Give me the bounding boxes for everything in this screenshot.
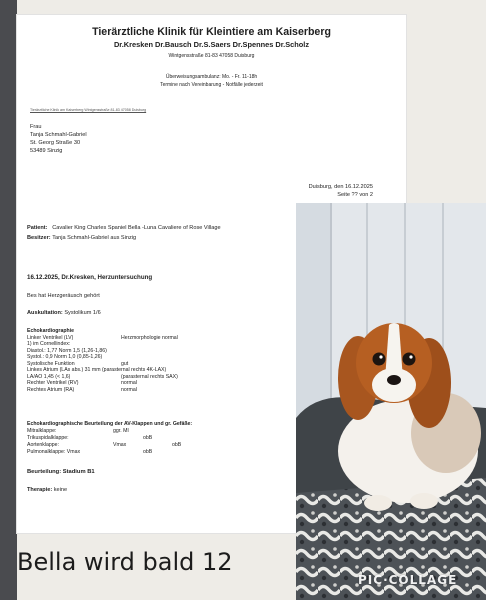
av-row bbox=[27, 428, 192, 435]
av-cell: ggr. MI bbox=[113, 428, 129, 434]
echo-row-label: Rechtes Atrium (RA) bbox=[27, 386, 75, 393]
echo-row-label: Linkes Atrium (LAs abs.) 31 mm (parasternal rechts 4K-LAX) bbox=[27, 367, 167, 373]
doctor-names: Dr.Kresken Dr.Bausch Dr.S.Saers Dr.Spennes Dr.Scholz bbox=[113, 40, 310, 49]
av-cell: obB bbox=[143, 435, 153, 441]
echo-row-label: Diastol.: 1,77 Norm 1,5 (1,26-1,86) bbox=[27, 347, 107, 354]
echo-row-label: Rechter Ventrikel (RV) bbox=[27, 380, 79, 386]
sender-line: Tierärztliche Klinik am Kaiserberg Wintgensstraße 81-83 47058 Duisburg bbox=[30, 108, 147, 112]
echo-row-label: LA/AO 1,45 (< 1,6) bbox=[27, 373, 71, 380]
owner-value: Tanja Schmahl-Gabriel aus Sinzig bbox=[52, 235, 137, 241]
therapy-value: keine bbox=[53, 487, 68, 493]
visit-heading: 16.12.2025, Dr.Kresken, Herzuntersuchung bbox=[27, 274, 153, 281]
recipient-line: Tanja Schmahl-Gabriel bbox=[30, 132, 87, 138]
av-row bbox=[27, 435, 192, 442]
echo-row-value: Herzmorphologie normal bbox=[121, 334, 178, 341]
av-cell: Pulmonalklappe: Vmax bbox=[27, 449, 81, 455]
echo-row-value: normal bbox=[121, 380, 137, 386]
av-row bbox=[27, 449, 192, 456]
echo-row-label: Linker Ventrikel (LV) bbox=[27, 334, 74, 341]
av-cell: obB bbox=[172, 442, 182, 448]
recipient-address bbox=[30, 123, 87, 155]
patient-block bbox=[27, 223, 221, 243]
pic-collage-watermark: PIC·COLLAGE bbox=[358, 573, 458, 587]
letter-date: Duisburg, den 16.12.2025 bbox=[308, 184, 373, 190]
clinic-address: Wintgensstraße 81-83 47058 Duisburg bbox=[168, 53, 255, 59]
av-valves-section bbox=[27, 421, 192, 456]
recipient-line: 53489 Sinzig bbox=[30, 148, 63, 154]
recipient-line: St. Georg Straße 30 bbox=[30, 140, 81, 146]
av-cell: Mitralklappe: bbox=[27, 428, 57, 434]
page-number: Seite ?? von 2 bbox=[337, 192, 373, 198]
echo-row bbox=[27, 386, 137, 394]
echo-row-label: Systol.: 0,9 Norm 1,0 (0,85-1,26) bbox=[27, 354, 103, 360]
auscultation-line bbox=[27, 310, 101, 316]
clinic-appointments: Termine nach Vereinbarung - Notfälle jederzeit bbox=[160, 82, 263, 88]
av-heading: Echokardiographische Beurteilung der AV-Klappen und gr. Gefäße: bbox=[27, 421, 193, 427]
date-block bbox=[309, 183, 373, 199]
auscultation-value: Systolikum 1/6 bbox=[64, 310, 101, 316]
recipient-line: Frau bbox=[30, 124, 42, 130]
av-row bbox=[27, 442, 192, 449]
dog-photo bbox=[296, 203, 486, 600]
echo-row-label: 1) im Cornellindex: bbox=[27, 341, 71, 347]
therapy-line bbox=[27, 487, 67, 493]
murmur-note: Bes hat Herzgeräusch gehört bbox=[27, 293, 100, 299]
echo-row-value: gut bbox=[121, 360, 129, 367]
cavalier-spaniel-illustration bbox=[296, 203, 486, 600]
echo-row-value: normal bbox=[121, 386, 137, 393]
av-cell: Trikuspidalklappe: bbox=[27, 435, 69, 441]
echo-row-value: (parasternal rechts SAX) bbox=[121, 373, 178, 380]
echo-section bbox=[27, 328, 178, 393]
patient-label: Patient: bbox=[27, 225, 48, 231]
left-dark-strip bbox=[0, 0, 17, 600]
echo-heading: Echokardiographie bbox=[27, 328, 74, 334]
therapy-label: Therapie: bbox=[27, 487, 53, 493]
echo-row-label: Systolische Funktion bbox=[27, 360, 75, 367]
clinic-name: Tierärztliche Klinik für Kleintiere am Kaiserberg bbox=[92, 26, 331, 38]
assessment: Beurteilung: Stadium B1 bbox=[27, 469, 95, 475]
av-cell: obB bbox=[143, 449, 153, 455]
av-cell: Vmax bbox=[113, 442, 127, 448]
owner-label: Besitzer: bbox=[27, 235, 51, 241]
patient-value: Cavalier King Charles Spaniel Bella -Luna Cavaliere of Rose Village bbox=[52, 225, 221, 231]
clinic-hours: Überweisungsambulanz: Mo. - Fr. 11-18h bbox=[165, 74, 258, 80]
auscultation-label: Auskultation: bbox=[27, 310, 63, 316]
collage-caption: Bella wird bald 12 bbox=[17, 548, 233, 576]
av-cell: Aortenklappe: bbox=[27, 442, 60, 448]
